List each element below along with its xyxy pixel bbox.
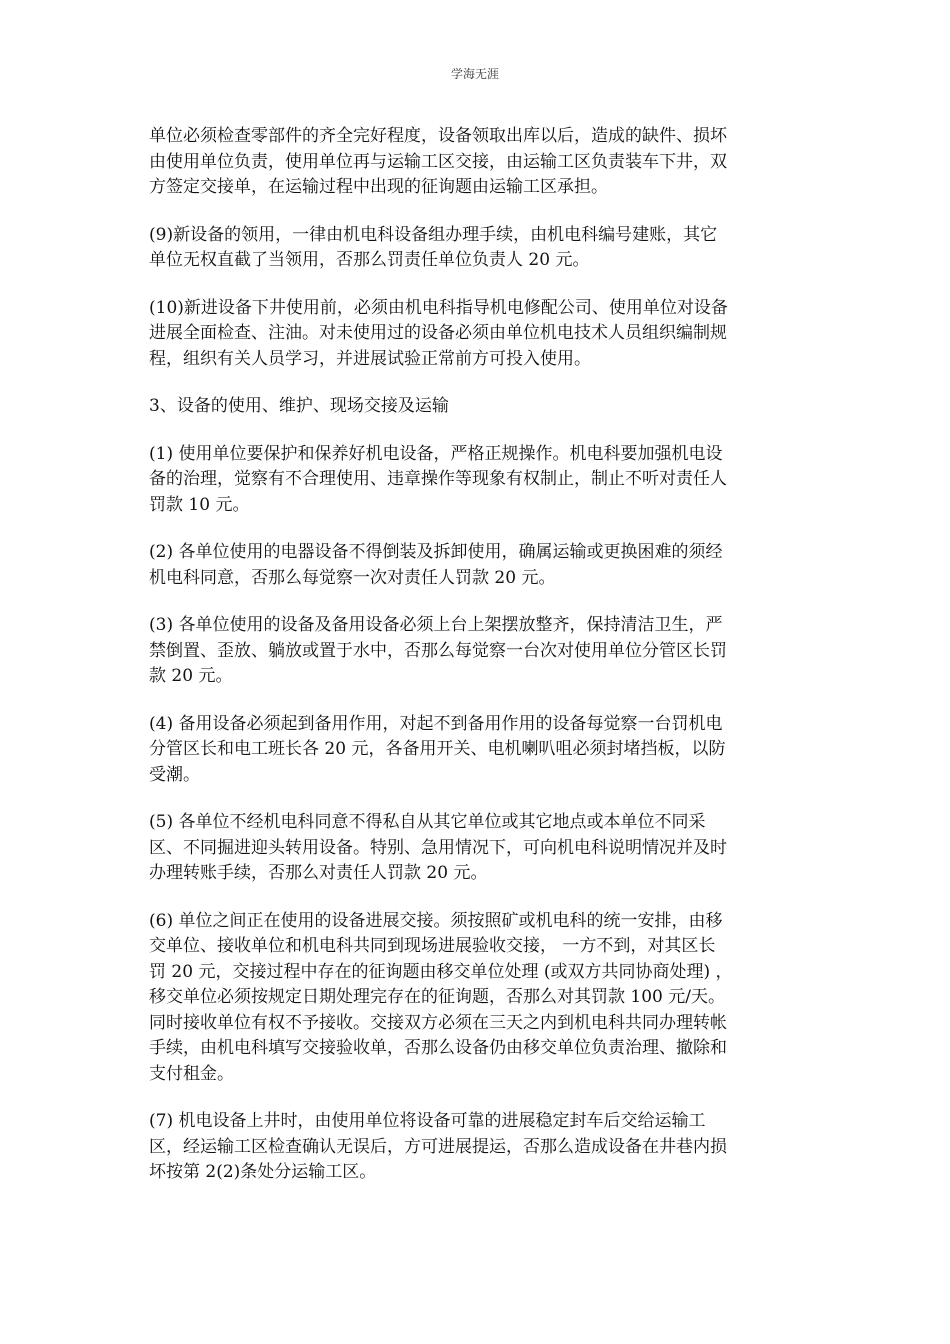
paragraph-item-4: (4) 备用设备必须起到备用作用，对起不到备用作用的设备每觉察一台罚机电 分管区长和电工班长各 20 元，各备用开关、电机喇叭咀必须封堵挡板，以防 受潮。 — [149, 713, 726, 785]
paragraph-item-1: (1) 使用单位要保护和保养好机电设备，严格正规操作。机电科要加强机电设 备的治理，觉察有不合理使用、违章操作等现象有权制止，制止不听对责任人 罚款 10 元。 — [149, 443, 727, 515]
paragraph-item-9: (9)新设备的领用，一律由机电科设备组办理手续，由机电科编号建账，其它 单位无权直截了当领用，否那么罚责任单位负责人 20 元。 — [149, 224, 718, 270]
paragraph-item-6: (6) 单位之间正在使用的设备进展交接。须按照矿或机电科的统一安排，由移 交单位、接收单位和机电科共同到现场进展验收交接， 一方不到，对其区长 罚 20 元，交接过程中存在的征询题由移交单位处理 (或双方共同协商处理) ， 移交单位必须按规定日期处理完存在的征询题，否那么对其罚款 100 元/天。 同时接收单位有权不予接收。交接双方必须在三天之内到机电科共同办理转帐 手续，由机电科填写交接验收单，否那么设备仍由移交单位负责治理、撤除和 支付租金。 — [149, 910, 733, 1084]
paragraph-item-5: (5) 各单位不经机电科同意不得私自从其它单位或其它地点或本单位不同采 区、不同掘进迎头转用设备。特别、急用情况下，可向机电科说明情况并及时 办理转账手续，否那么对责任人罚款 20 元。 — [149, 812, 727, 883]
paragraph-item-2: (2) 各单位使用的电器设备不得倒装及拆卸使用，确属运输或更换困难的须经 机电科同意，否那么每觉察一次对责任人罚款 20 元。 — [149, 542, 723, 588]
paragraph-item-10: (10)新进设备下井使用前，必须由机电科指导机电修配公司、使用单位对设备 进展全面检查、注油。对未使用过的设备必须由单位机电技术人员组织编制规 程，组织有关人员学习，并进展试验正常前方可投入使用。 — [149, 297, 728, 369]
paragraph-item-7: (7) 机电设备上井时，由使用单位将设备可靠的进展稳定封车后交给运输工 区，经运输工区检查确认无误后，方可进展提运，否那么造成设备在井巷内损 坏按第 2(2)条处分运输工区。 — [149, 1111, 727, 1182]
document-body — [149, 124, 801, 1208]
paragraph-item-3: (3) 各单位使用的设备及备用设备必须上台上架摆放整齐，保持清洁卫生，严 禁倒置、歪放、躺放或置于水中，否那么每觉察一台次对使用单位分管区长罚 款 20 元。 — [149, 615, 727, 686]
paragraph-continuation: 单位必须检查零部件的齐全完好程度，设备领取出库以后，造成的缺件、损坏 由使用单位负责，使用单位再与运输工区交接，由运输工区负责装车下井，双 方签定交接单，在运输过程中出现的征询题由运输工区承担。 — [149, 126, 727, 197]
section-heading-3: 3、设备的使用、维护、现场交接及运输 — [149, 396, 449, 416]
page-header: 学海无涯 — [450, 67, 499, 81]
